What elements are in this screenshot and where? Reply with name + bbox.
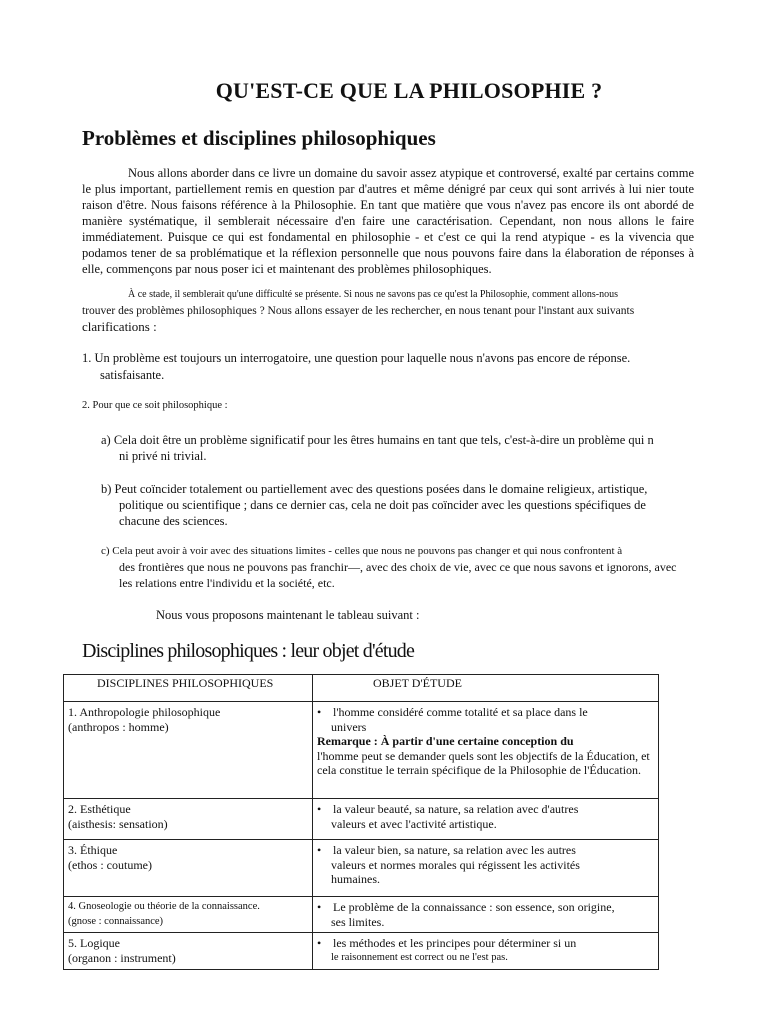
object-text-cont: humaines. bbox=[331, 872, 380, 886]
discipline-etymology: (anthropos : homme) bbox=[68, 719, 169, 734]
object-text: Le problème de la connaissance : son essence, son origine, bbox=[333, 900, 615, 914]
page-title: QU'EST-CE QUE LA PHILOSOPHIE ? bbox=[215, 78, 603, 103]
sub-item-a-line2: ni privé ni trivial. bbox=[119, 449, 207, 463]
discipline-etymology: (ethos : coutume) bbox=[68, 857, 152, 872]
table-row bbox=[64, 933, 659, 970]
object-text: les méthodes et les principes pour déterminer si un bbox=[333, 936, 577, 950]
intro-paragraph bbox=[82, 165, 694, 277]
sub-item-b-line3: chacune des sciences. bbox=[119, 514, 228, 528]
sub-item-c-line3: les relations entre l'individu et la société, etc. bbox=[119, 576, 335, 590]
section-heading-disciplines: Disciplines philosophiques : leur objet d'étude bbox=[82, 640, 415, 662]
discipline-name: 3. Éthique bbox=[68, 843, 118, 857]
discipline-cell bbox=[64, 840, 313, 897]
sub-item-b-line1: b) Peut coïncider totalement ou partiellement avec des questions posées dans le domaine religieux, artistique, bbox=[101, 482, 648, 496]
table-header-object: OBJET D'ÉTUDE bbox=[313, 675, 659, 702]
sub-item-c-line2: des frontières que nous ne pouvons pas franchir—, avec des choix de vie, avec ce que nous savons et ignorons, avec bbox=[119, 560, 677, 574]
intro-paragraph-text: Nous allons aborder dans ce livre un domaine du savoir assez atypique et controversé, exalté par certains comme le plus important, partiellement remis en question par d'autres et même dénigré par ceux qui sont arrivés à lui nier toute raison d'être. Nous faisons référence à la Philosophie. En tant que matière que vous n'avez pas encore ils ont abordé de manière systématique, il semblerait nécessaire d'en faire une caractérisation. Cependant, non nous allons le faire immédiatement. Puisque ce qui est fondamental en philosophie - et c'est ce qui la rend atypique - es la vivencia que podamos tener de sa problématique et la réflexion personnelle que nous pouvons faire dans la élaboration de réponses à elle, commençons par nous poser ici et maintenant des problèmes philosophiques. bbox=[82, 166, 694, 276]
discipline-name: 2. Esthétique bbox=[68, 802, 131, 816]
discipline-etymology: (aisthesis: sensation) bbox=[68, 816, 168, 831]
bullet-icon: • bbox=[317, 936, 322, 950]
sub-item-a-line1: a) Cela doit être un problème significatif pour les êtres humains en tant que tels, c'est-à-dire un problème qui n bbox=[101, 433, 654, 447]
second-paragraph-start: À ce stade, il semblerait qu'une difficulté se présente. Si nous ne savons pas ce qu'est la Philosophie, comment allons-nous bbox=[128, 289, 618, 300]
sub-item-b bbox=[101, 481, 711, 529]
list-item-1-line2: satisfaisante. bbox=[100, 368, 165, 382]
table-row bbox=[64, 897, 659, 933]
sub-item-a bbox=[101, 432, 711, 464]
object-cell bbox=[313, 702, 659, 799]
object-cell bbox=[313, 840, 659, 897]
second-paragraph bbox=[82, 287, 694, 335]
sub-item-c bbox=[101, 543, 711, 591]
table-row bbox=[64, 840, 659, 897]
list-item-1-line1: 1. Un problème est toujours un interrogatoire, une question pour laquelle nous n'avons pas encore de réponse. bbox=[82, 351, 631, 365]
object-text-cont: valeurs et avec l'activité artistique. bbox=[331, 816, 497, 831]
list-item-2: 2. Pour que ce soit philosophique : bbox=[82, 400, 228, 411]
discipline-etymology: (organon : instrument) bbox=[68, 950, 176, 965]
table-row bbox=[64, 702, 659, 799]
object-text-cont: univers bbox=[331, 719, 367, 734]
table-intro-text: Nous vous proposons maintenant le tableau suivant : bbox=[156, 608, 420, 622]
discipline-cell bbox=[64, 897, 313, 933]
discipline-cell bbox=[64, 933, 313, 970]
object-cell bbox=[313, 897, 659, 933]
table-header-disciplines: DISCIPLINES PHILOSOPHIQUES bbox=[64, 675, 313, 702]
list-item-1 bbox=[82, 350, 682, 384]
object-text: la valeur beauté, sa nature, sa relation avec d'autres bbox=[333, 802, 579, 816]
remark-text: l'homme peut se demander quels sont les objectifs de la Éducation, et cela constitue le terrain spécifique de la Philosophie de l'Éducation. bbox=[317, 748, 650, 777]
object-text: l'homme considéré comme totalité et sa place dans le bbox=[333, 705, 588, 719]
sub-item-b-line2: politique ou scientifique ; dans ce dernier cas, cela ne doit pas coïncider avec les questions spécifiques de bbox=[119, 498, 646, 512]
table-row bbox=[64, 799, 659, 840]
second-paragraph-mid: trouver des problèmes philosophiques ? Nous allons essayer de les rechercher, en nous tenant pour l'instant aux suivants bbox=[82, 305, 635, 317]
sub-item-c-line1: c) Cela peut avoir à voir avec des situations limites - celles que nous ne pouvons pas changer et qui nous confrontent à bbox=[101, 545, 623, 557]
discipline-cell bbox=[64, 702, 313, 799]
object-text-cont: ses limites. bbox=[331, 914, 385, 929]
bullet-icon: • bbox=[317, 705, 322, 719]
bullet-icon: • bbox=[317, 802, 322, 816]
discipline-name: 4. Gnoseologie ou théorie de la connaissance. bbox=[68, 901, 260, 912]
discipline-name: 1. Anthropologie philosophique bbox=[68, 705, 221, 719]
discipline-cell bbox=[64, 799, 313, 840]
disciplines-table bbox=[63, 674, 659, 970]
second-paragraph-end: clarifications : bbox=[82, 319, 157, 334]
object-cell bbox=[313, 799, 659, 840]
object-cell bbox=[313, 933, 659, 970]
section-heading-problems: Problèmes et disciplines philosophiques bbox=[82, 126, 436, 150]
discipline-name: 5. Logique bbox=[68, 936, 120, 950]
remark-label: Remarque : À partir d'une certaine conception du bbox=[317, 734, 574, 748]
bullet-icon: • bbox=[317, 843, 322, 857]
object-text-cont: le raisonnement est correct ou ne l'est pas. bbox=[331, 951, 508, 963]
object-text: la valeur bien, sa nature, sa relation avec les autres bbox=[333, 843, 576, 857]
table-header-row bbox=[64, 675, 659, 702]
bullet-icon: • bbox=[317, 900, 322, 914]
discipline-etymology: (gnose : connaissance) bbox=[68, 915, 164, 927]
object-text-cont: valeurs et normes morales qui régissent les activités bbox=[331, 857, 580, 872]
